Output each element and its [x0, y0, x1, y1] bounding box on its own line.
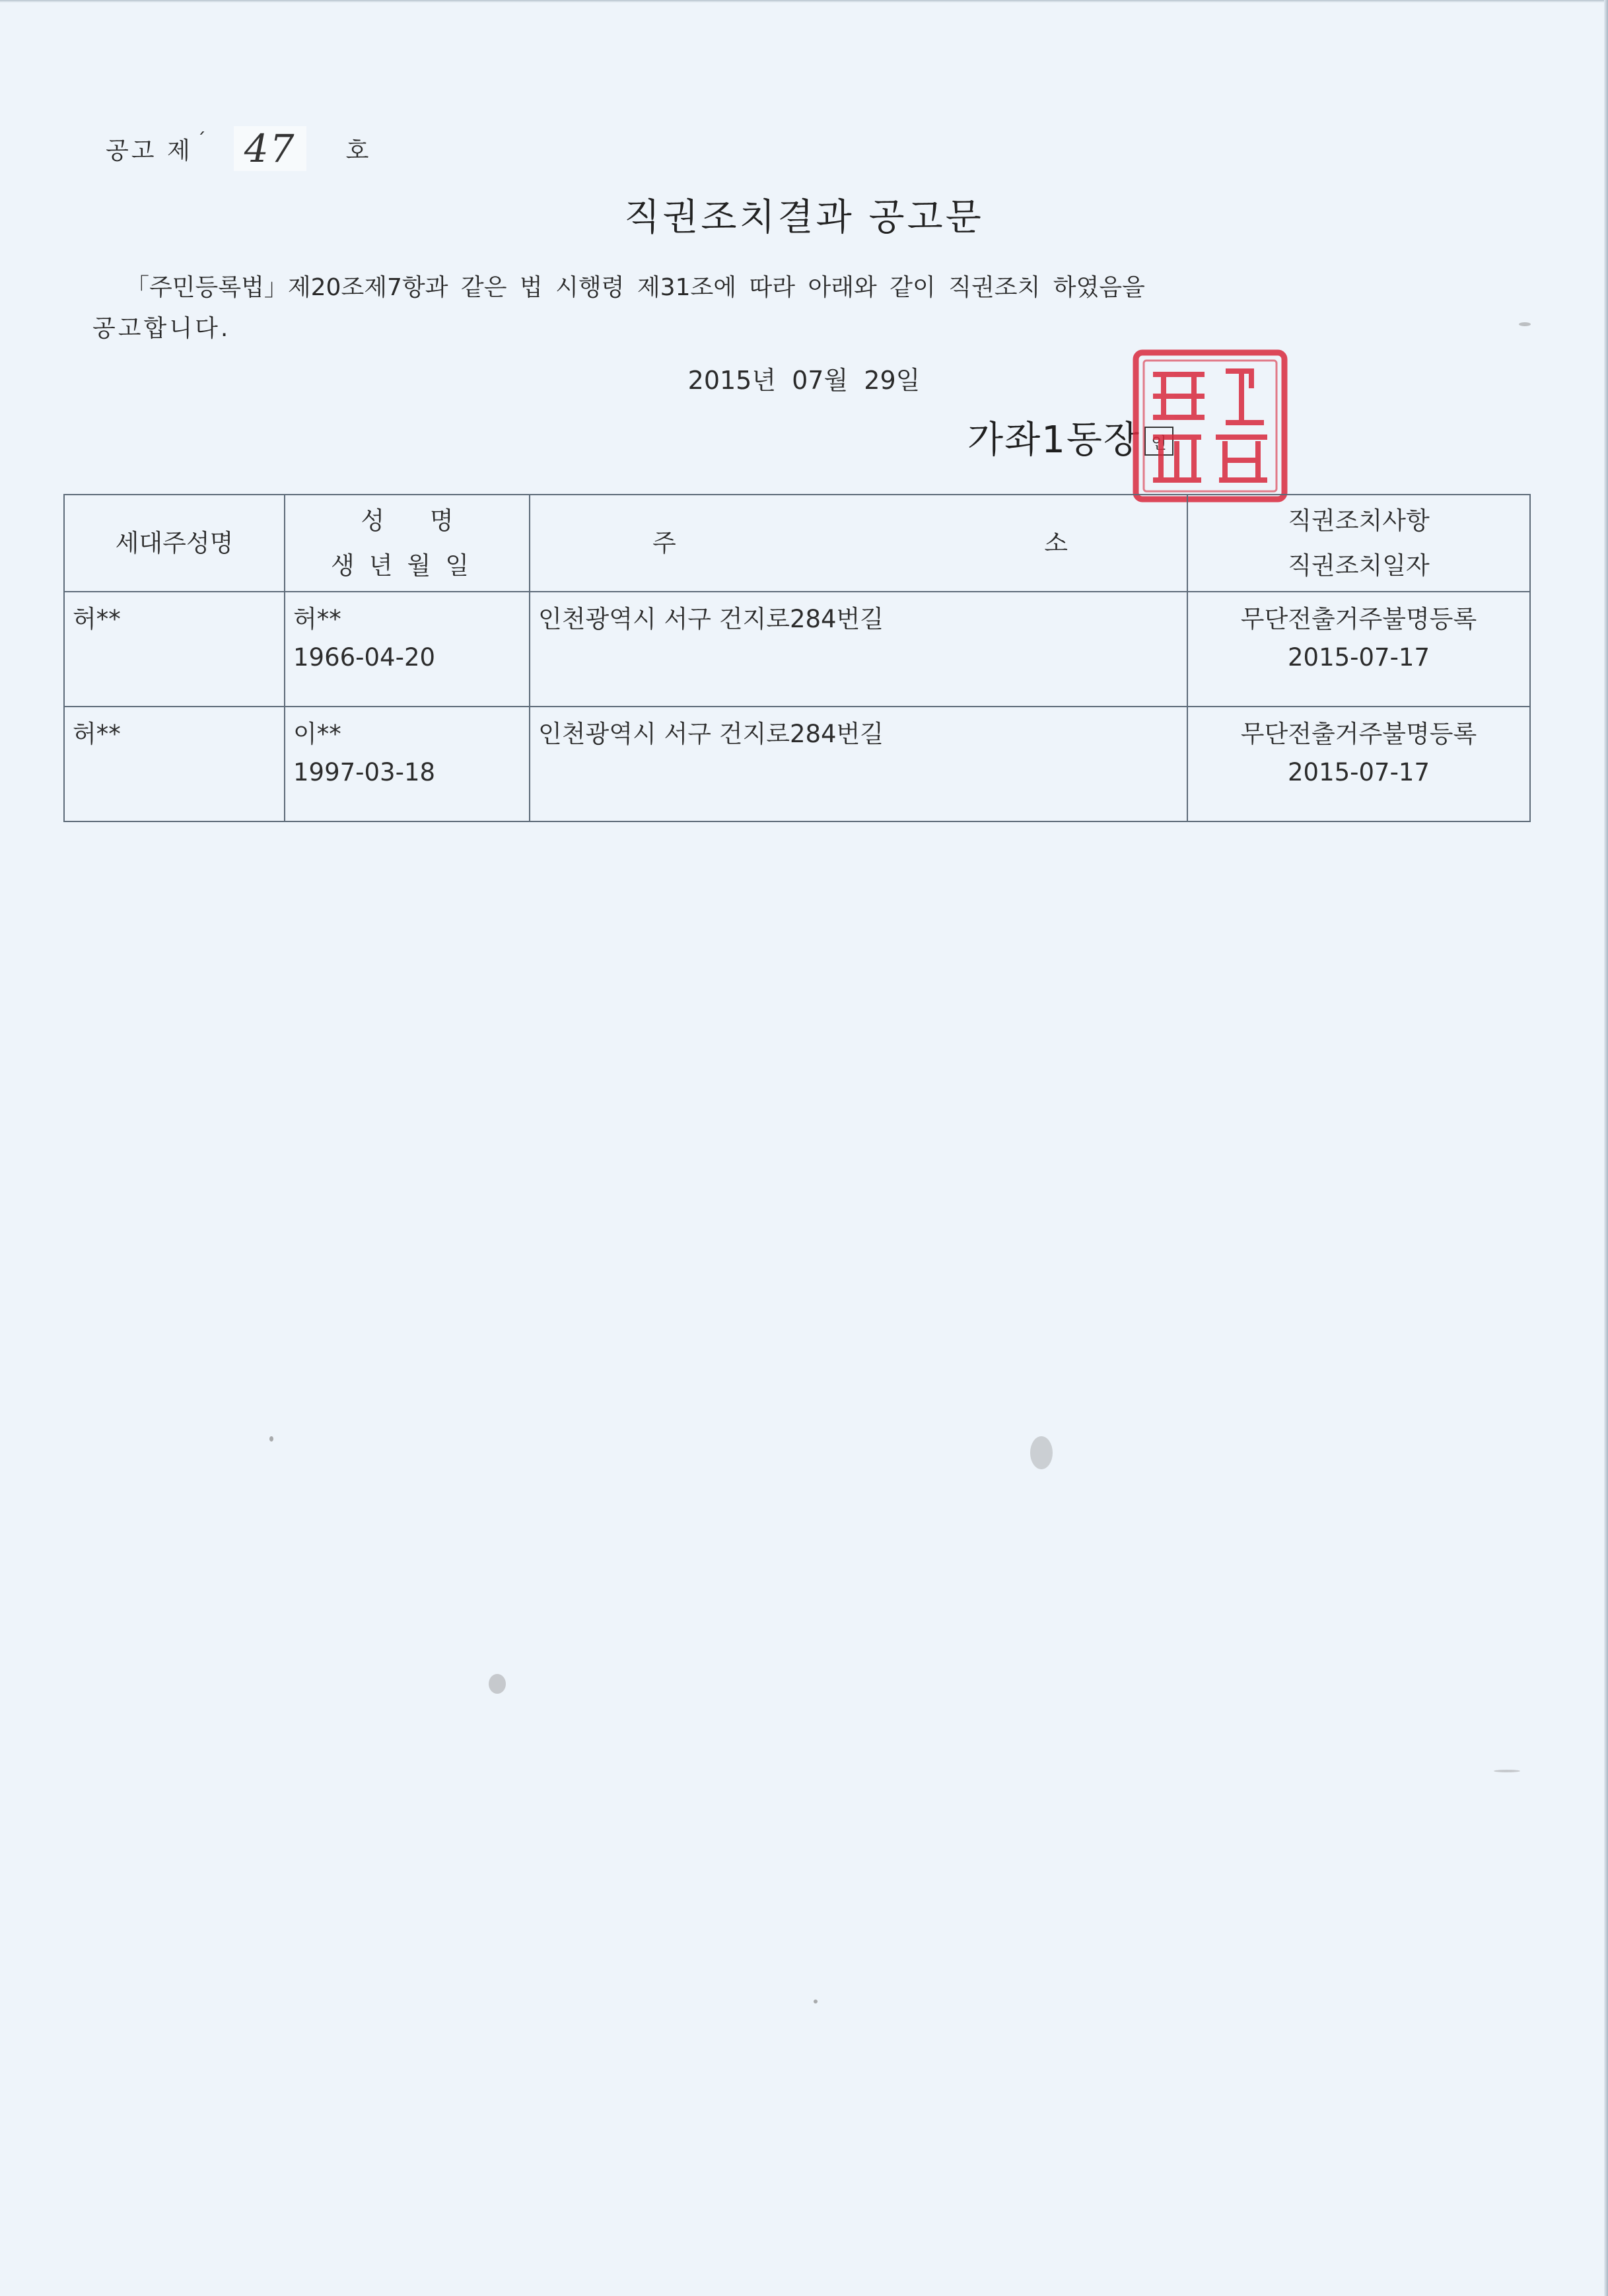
- page-right-edge: [1604, 0, 1608, 2296]
- cell-name: 허**: [293, 605, 341, 633]
- notice-suffix: 호: [345, 137, 372, 164]
- header-householder: 세대주성명: [64, 495, 285, 592]
- scan-speck: [1519, 322, 1531, 326]
- cell-birth: 1966-04-20: [293, 643, 436, 672]
- header-name-right: 명: [429, 506, 454, 535]
- signer-stamp-mark: 인: [1144, 427, 1173, 456]
- header-action-item: 직권조치사항: [1288, 506, 1430, 535]
- cell-householder: 허**: [73, 720, 121, 748]
- signer-name: 가좌1동장: [967, 419, 1141, 462]
- cell-action-date: 2015-07-17: [1287, 758, 1430, 786]
- header-action: [1187, 495, 1530, 592]
- notice-date: 2015년 07월 29일: [687, 366, 921, 395]
- cell-action-date: 2015-07-17: [1287, 643, 1430, 672]
- scan-speck: [269, 1436, 273, 1442]
- table-row: [64, 592, 1530, 707]
- table-header-row: [64, 495, 1530, 592]
- scan-speck: [1494, 1770, 1520, 1772]
- document-title: 직권조치결과 공고문: [624, 196, 984, 239]
- page-top-edge: [0, 0, 1608, 3]
- notice-number-value: 47: [234, 126, 306, 171]
- scan-speck: [1030, 1436, 1053, 1469]
- cell-householder: 허**: [73, 605, 121, 633]
- scan-speck: [489, 1674, 506, 1694]
- table-row: [64, 707, 1530, 821]
- notice-body-line-1: 「주민등록법」제20조제7항과 같은 법 시행령 제31조에 따라 아래와 같이 직권조치 하였음을: [125, 274, 1145, 301]
- records-table: [63, 494, 1531, 822]
- cell-name: 이**: [293, 720, 341, 748]
- cell-action: 무단전출거주불명등록: [1240, 720, 1477, 748]
- cell-action: 무단전출거주불명등록: [1240, 605, 1477, 633]
- notice-body: [92, 267, 1407, 349]
- notice-body-line-2: 공고합니다.: [92, 315, 231, 342]
- cell-address: 인천광역시 서구 건지로284번길: [538, 720, 884, 748]
- header-address-right: 소: [1044, 528, 1068, 557]
- notice-number: [106, 126, 372, 171]
- header-address-left: 주: [652, 528, 676, 557]
- scan-speck: [814, 2000, 818, 2003]
- notice-prefix: 공고 제: [106, 137, 193, 164]
- header-name-birth: [285, 495, 530, 592]
- cell-birth: 1997-03-18: [293, 758, 436, 786]
- header-name-left: 성: [361, 506, 385, 535]
- header-birth: 생년월일: [331, 551, 483, 580]
- notice-mark: ´: [196, 128, 209, 151]
- official-seal-stamp: [1129, 345, 1291, 506]
- header-address: [530, 495, 1187, 592]
- cell-address: 인천광역시 서구 건지로284번길: [538, 605, 884, 633]
- header-action-date: 직권조치일자: [1288, 551, 1430, 580]
